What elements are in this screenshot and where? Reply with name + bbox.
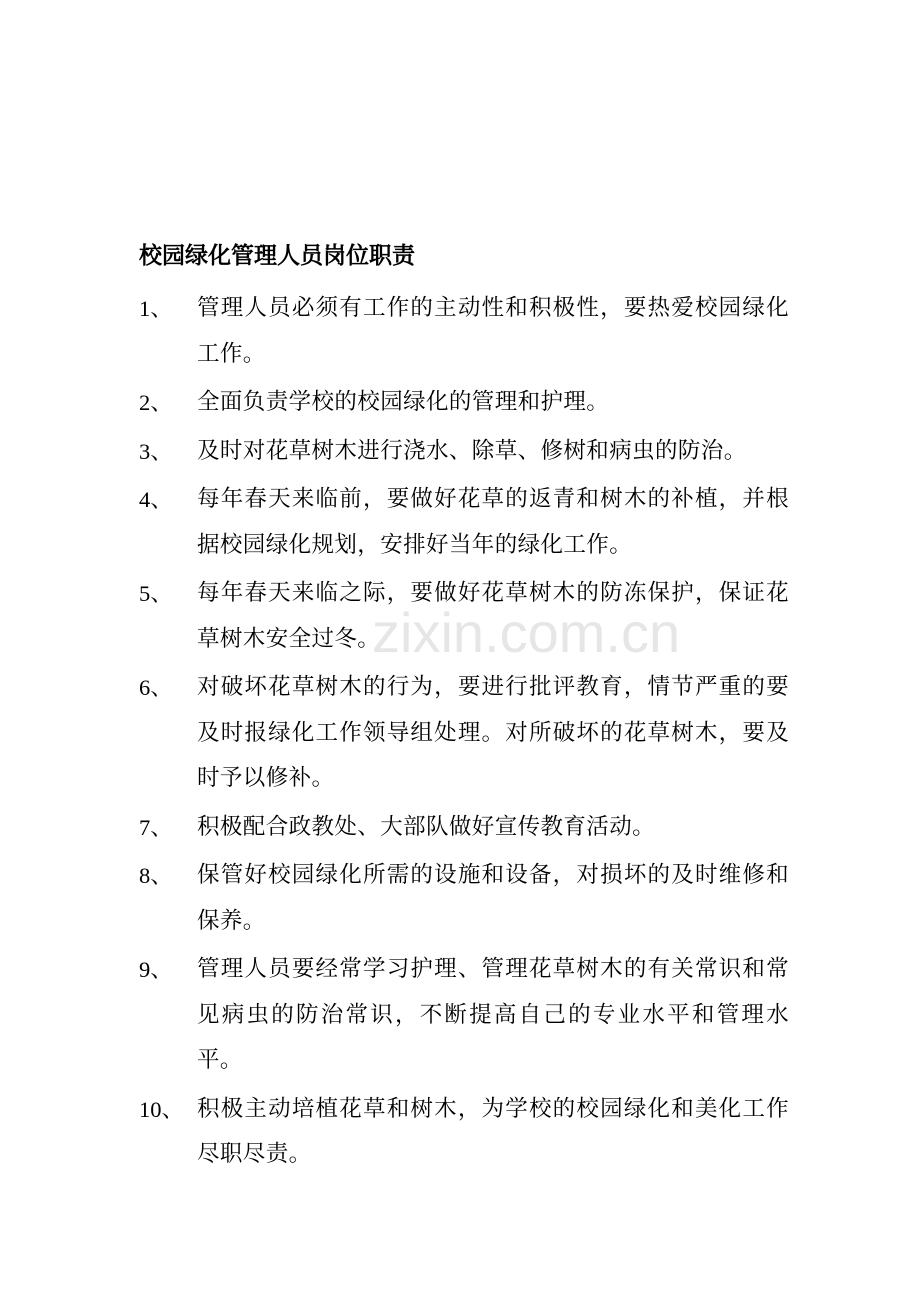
item-text: 管理人员要经常学习护理、管理花草树木的有关常识和常见病虫的防治常识，不断提高自己的专业水平和管理水平。 xyxy=(197,956,789,1073)
item-number: 5、 xyxy=(139,581,173,606)
item-number: 10、 xyxy=(139,1096,185,1122)
item-number: 4、 xyxy=(139,487,173,512)
list-item xyxy=(139,286,789,377)
list-item xyxy=(139,665,789,802)
list-item xyxy=(139,571,789,662)
item-text: 积极主动培植花草和树木，为学校的校园绿化和美化工作尽职尽责。 xyxy=(197,1095,789,1167)
duty-list xyxy=(139,286,789,1181)
item-text: 每年春天来临之际，要做好花草树木的防冻保护，保证花草树木安全过冬。 xyxy=(197,580,789,652)
watermark: zixin.com.cn xyxy=(372,601,681,664)
item-number: 3、 xyxy=(139,438,173,464)
item-number: 1、 xyxy=(139,296,173,321)
list-item xyxy=(139,429,789,475)
item-text: 每年春天来临前，要做好花草的返青和树木的补植，并根据校园绿化规划，安排好当年的绿化工作。 xyxy=(197,486,789,558)
item-number: 6、 xyxy=(139,675,173,700)
item-text: 对破坏花草树木的行为，要进行批评教育，情节严重的要及时报绿化工作领导组处理。对所破坏的花草树木，要及时予以修补。 xyxy=(197,674,789,791)
list-item xyxy=(139,853,789,944)
item-number: 2、 xyxy=(139,390,173,415)
list-item xyxy=(139,477,789,568)
item-number: 7、 xyxy=(139,814,173,840)
item-text: 积极配合政教处、大部队做好宣传教育活动。 xyxy=(197,813,656,840)
item-text: 管理人员必须有工作的主动性和积极性，要热爱校园绿化工作。 xyxy=(197,295,789,367)
item-number: 8、 xyxy=(139,863,173,888)
item-text: 保管好校园绿化所需的设施和设备，对损坏的及时维修和保养。 xyxy=(197,862,789,934)
item-text: 及时对花草树木进行浇水、除草、修树和病虫的防治。 xyxy=(197,437,747,464)
document-title: 校园绿化管理人员岗位职责 xyxy=(139,243,415,269)
item-number: 9、 xyxy=(139,957,173,982)
list-item xyxy=(139,805,789,851)
item-text: 全面负责学校的校园绿化的管理和护理。 xyxy=(197,389,610,415)
list-item xyxy=(139,380,789,426)
list-item xyxy=(139,1087,789,1178)
list-item xyxy=(139,947,789,1084)
